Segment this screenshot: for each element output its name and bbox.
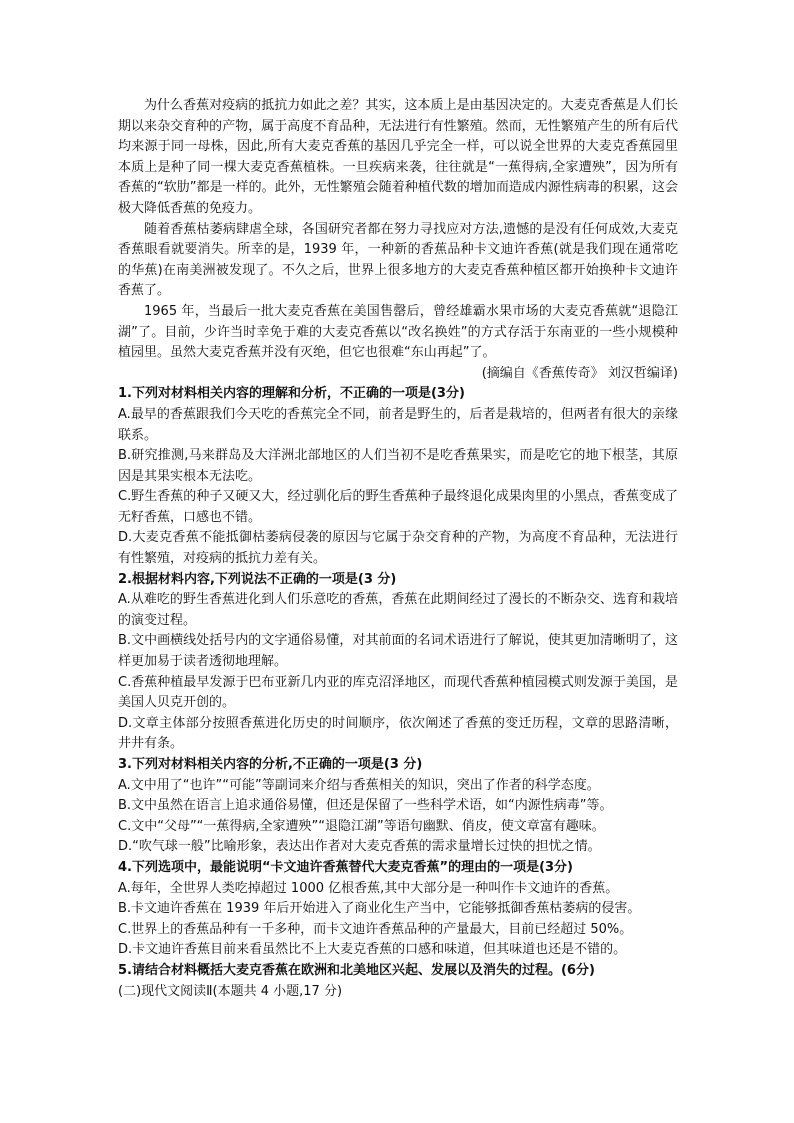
question-2-stem: 2.根据材料内容,下列说法不正确的一项是(3 分) xyxy=(118,571,397,587)
question-4-option-a: A.每年，全世界人类吃掉超过 1000 亿根香蕉,其中大部分是一种叫作卡文迪许的香蕉。 xyxy=(118,880,619,896)
question-1-option-b: B.研究推测,马来群岛及大洋洲北部地区的人们当初不是吃香蕉果实，而是吃它的地下根茎，其原因是其果实根本无法吃。 xyxy=(118,448,678,484)
passage-paragraph-1: 为什么香蕉对疫病的抵抗力如此之差？其实，这本质上是由基因决定的。大麦克香蕉是人们长期以来杂交育种的产物，属于高度不育品种，无法进行有性繁殖。然而，无性繁殖产生的所有后代均来源于同一母株，因此,所有大麦克香蕉的基因几乎完全一样，可以说全世界的大麦克香蕉园里本质上是种了同一棵大麦克香蕉植株。一旦疾病来袭，往往就是“一蕉得病,全家遭殃”，因为所有香蕉的“软肋”都是一样的。此外，无性繁殖会随着种植代数的增加而造成内源性病毒的积累，这会极大降低香蕉的免疫力。 xyxy=(118,98,678,216)
question-1-option-d: D.大麦克香蕉不能抵御枯萎病侵袭的原因与它属于杂交育种的产物，为高度不育品种，无法进行有性繁殖，对疫病的抵抗力差有关。 xyxy=(118,530,678,567)
question-2-option-d: D.文章主体部分按照香蕉进化历史的时间顺序，依次阐述了香蕉的变迁历程，文章的思路清晰，井井有条。 xyxy=(118,715,678,752)
question-2-option-c: C.香蕉种植最早发源于巴布亚新几内亚的库克沼泽地区，而现代香蕉种植园模式则发源于美国，是美国人贝克开创的。 xyxy=(118,674,678,711)
section-heading: (二)现代文阅读Ⅱ(本题共 4 小题,17 分) xyxy=(118,983,343,999)
question-3-option-d: D.“吹气球一般”比喻形象，表达出作者对大麦克香蕉的需求量增长过快的担忧之情。 xyxy=(118,839,601,855)
question-1-stem: 1.下列对材料相关内容的理解和分析，不正确的一项是(3分) xyxy=(118,386,465,402)
question-3-option-b: B.文中虽然在语言上追求通俗易懂，但还是保留了一些科学术语，如“内源性病毒”等。 xyxy=(118,798,613,814)
question-1-option-a: A.最早的香蕉跟我们今天吃的香蕉完全不同，前者是野生的，后者是栽培的，但两者有很大的亲缘联系。 xyxy=(118,406,678,443)
document-body xyxy=(118,96,678,1002)
passage-paragraph-3: 1965 年，当最后一批大麦克香蕉在美国售罄后，曾经雄霸水果市场的大麦克香蕉就“退隐江湖”了。目前，少许当时幸免于难的大麦克香蕉以“改名换姓”的方式存活于东南亚的一些小规模种植园里。虽然大麦克香蕉并没有灭绝，但它也很难“东山再起”了。 xyxy=(118,303,678,361)
question-4-option-c: C.世界上的香蕉品种有一千多种，而卡文迪许香蕉品种的产量最大，目前已经超过 50%。 xyxy=(118,921,633,937)
question-4-option-b: B.卡文迪许香蕉在 1939 年后开始进入了商业化生产当中，它能够抵御香蕉枯萎病的侵害。 xyxy=(118,901,641,917)
question-3-option-a: A.文中用了“也许”“可能”等副词来介绍与香蕉相关的知识，突出了作者的科学态度。 xyxy=(118,777,600,793)
passage-source: (摘编自《香蕉传奇》 刘汉哲编译) xyxy=(481,365,678,381)
question-2-option-b: B.文中画横线处括号内的文字通俗易懂，对其前面的名词术语进行了解说，使其更加清晰明了，这样更加易于读者透彻地理解。 xyxy=(118,633,678,670)
question-3-stem: 3.下列对材料相关内容的分析,不正确的一项是(3 分) xyxy=(118,757,423,772)
passage-paragraph-2: 随着香蕉枯萎病肆虐全球，各国研究者都在努力寻找应对方法,遗憾的是没有任何成效,大麦克香蕉眼看就要消失。所幸的是，1939 年，一种新的香蕉品种卡文迪许香蕉(就是我们现在通常吃的华蕉)在南美洲被发现了。不久之后，世界上很多地方的大麦克香蕉种植区都开始换种卡文迪许香蕉了。 xyxy=(118,221,678,299)
question-1-option-c: C.野生香蕉的种子又硬又大，经过驯化后的野生香蕉种子最终退化成果肉里的小黑点，香蕉变成了无籽香蕉，口感也不错。 xyxy=(118,489,678,525)
question-4-option-d: D.卡文迪许香蕉目前来看虽然比不上大麦克香蕉的口感和味道，但其味道也还是不错的。 xyxy=(118,942,627,958)
question-3-option-c: C.文中“父母”“一蕉得病,全家遭殃”“退隐江湖”等语句幽默、俏皮，使文章富有趣味。 xyxy=(118,818,605,834)
question-4-stem: 4.下列选项中，最能说明“卡文迪许香蕉替代大麦克香蕉”的理由的一项是(3分) xyxy=(118,859,574,875)
question-2-option-a: A.从难吃的野生香蕉进化到人们乐意吃的香蕉，香蕉在此期间经过了漫长的不断杂交、选育和栽培的演变过程。 xyxy=(118,592,678,628)
question-5-stem: 5.请结合材料概括大麦克香蕉在欧洲和北美地区兴起、发展以及消失的过程。(6分) xyxy=(118,962,595,978)
